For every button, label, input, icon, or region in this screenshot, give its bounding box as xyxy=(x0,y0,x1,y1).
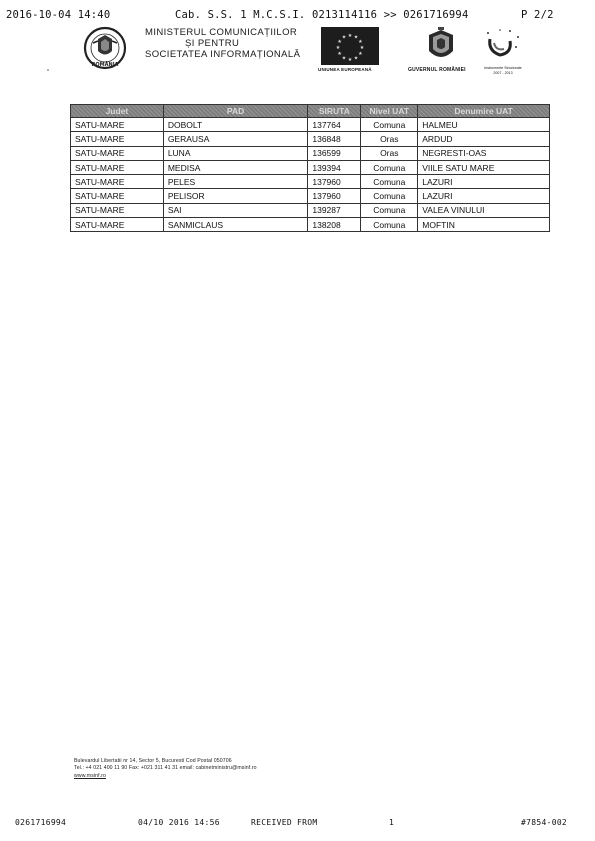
table-cell: 139287 xyxy=(308,203,361,217)
structural-instruments-caption xyxy=(481,66,525,75)
svg-text:★: ★ xyxy=(353,34,359,41)
table-cell: NEGRESTI-OAS xyxy=(418,146,550,160)
fax-footer-id: #7854-002 xyxy=(521,818,568,827)
table-cell: HALMEU xyxy=(418,118,550,132)
eu-caption: UNIUNEA EUROPEANĂ xyxy=(318,67,372,72)
fax-footer-date: 04/10 2016 14:56 xyxy=(138,818,220,827)
ministry-name xyxy=(145,27,300,60)
table-cell: SAI xyxy=(163,203,308,217)
uat-table xyxy=(70,104,550,232)
table-row xyxy=(71,132,550,146)
table-cell: Comuna xyxy=(361,175,418,189)
instr-caption-years: 2007 - 2013 xyxy=(493,70,513,75)
table-cell: SATU-MARE xyxy=(71,218,164,232)
table-cell: MOFTIN xyxy=(418,218,550,232)
table-cell: LAZURI xyxy=(418,189,550,203)
table-cell: SATU-MARE xyxy=(71,132,164,146)
coat-of-arms-text: ROMÂNIA xyxy=(91,62,119,68)
svg-text:★: ★ xyxy=(337,39,342,45)
table-cell: LAZURI xyxy=(418,175,550,189)
table-cell: Comuna xyxy=(361,118,418,132)
table-cell: SATU-MARE xyxy=(71,146,164,160)
table-row xyxy=(71,189,550,203)
table-header-cell: Judet xyxy=(71,105,164,118)
svg-text:★: ★ xyxy=(358,39,363,45)
footer-website-link[interactable]: www.msinf.ro xyxy=(74,772,107,779)
table-cell: Comuna xyxy=(361,160,418,174)
fax-page-indicator: P 2/2 xyxy=(521,9,554,21)
table-cell: 138208 xyxy=(308,218,361,232)
table-row xyxy=(71,146,550,160)
table-cell: GERAUSA xyxy=(163,132,308,146)
table-header-cell: Denumire UAT xyxy=(418,105,550,118)
table-cell: SANMICLAUS xyxy=(163,218,308,232)
table-cell: MEDISA xyxy=(163,160,308,174)
table-cell: VIILE SATU MARE xyxy=(418,160,550,174)
government-emblem-icon xyxy=(425,27,457,65)
table-cell: DOBOLT xyxy=(163,118,308,132)
fax-footer-number: 0261716994 xyxy=(15,818,67,827)
table-cell: 136599 xyxy=(308,146,361,160)
instr-caption-title: Instrumente Structurale xyxy=(484,66,522,70)
table-cell: VALEA VINULUI xyxy=(418,203,550,217)
svg-text:★: ★ xyxy=(335,45,341,51)
table-cell: 139394 xyxy=(308,160,361,174)
table-row xyxy=(71,203,550,217)
table-cell: PELES xyxy=(163,175,308,189)
table-header-row xyxy=(71,105,550,118)
ministry-line-1: MINISTERUL COMUNICAȚIILOR xyxy=(145,27,298,38)
table-row xyxy=(71,175,550,189)
fax-footer-page-num: 1 xyxy=(389,818,395,827)
table-cell: 137960 xyxy=(308,175,361,189)
svg-text:★: ★ xyxy=(347,33,353,39)
table-cell: Oras xyxy=(361,146,418,160)
svg-text:★: ★ xyxy=(359,45,365,51)
table-cell: SATU-MARE xyxy=(71,175,164,189)
table-row xyxy=(71,218,550,232)
table-cell: Comuna xyxy=(361,189,418,203)
table-cell: Oras xyxy=(361,132,418,146)
fax-footer-received: RECEIVED FROM xyxy=(251,818,318,827)
eu-flag-icon xyxy=(321,27,379,65)
fax-timestamp: 2016-10-04 14:40 xyxy=(6,9,111,21)
table-cell: ARDUD xyxy=(418,132,550,146)
table-cell: PELISOR xyxy=(163,189,308,203)
table-row xyxy=(71,160,550,174)
scan-speck xyxy=(47,69,49,71)
romania-coat-of-arms-icon xyxy=(79,26,132,70)
table-cell: 137764 xyxy=(308,118,361,132)
svg-text:★: ★ xyxy=(358,51,363,57)
table-cell: LUNA xyxy=(163,146,308,160)
svg-text:★: ★ xyxy=(337,51,342,57)
table-cell: SATU-MARE xyxy=(71,118,164,132)
table-header-cell: PAD xyxy=(163,105,308,118)
svg-text:★: ★ xyxy=(353,55,359,62)
table-cell: Comuna xyxy=(361,218,418,232)
government-caption: GUVERNUL ROMÂNIEI xyxy=(408,67,466,73)
footer-contact: Tel.: +4 021 400 11 90 Fax: +021 311 41 31 email: cabinetministru@msinf.ro xyxy=(74,765,257,772)
fax-transmission-line: Cab. S.S. 1 M.C.S.I. 0213114116 >> 0261716994 xyxy=(175,9,469,21)
footer-address-block xyxy=(74,758,257,780)
table-body xyxy=(71,118,550,232)
ministry-line-3: SOCIETATEA INFORMAȚIONALĂ xyxy=(145,49,301,60)
ministry-line-2: ȘI PENTRU xyxy=(185,38,240,49)
table-cell: SATU-MARE xyxy=(71,160,164,174)
structural-instruments-logo-icon xyxy=(480,27,524,67)
svg-text:★: ★ xyxy=(341,34,347,41)
svg-text:★: ★ xyxy=(347,57,353,63)
table-header-cell: SIRUTA xyxy=(308,105,361,118)
table-cell: 137960 xyxy=(308,189,361,203)
table-cell: Comuna xyxy=(361,203,418,217)
table-cell: SATU-MARE xyxy=(71,203,164,217)
table-header-cell: Nivel UAT xyxy=(361,105,418,118)
table-cell: 136848 xyxy=(308,132,361,146)
svg-text:★: ★ xyxy=(341,55,347,62)
table-cell: SATU-MARE xyxy=(71,189,164,203)
table-row xyxy=(71,118,550,132)
footer-address: Bulevardul Libertatii nr 14, Sector 5, Bucuresti Cod Postal 050706 xyxy=(74,758,232,764)
